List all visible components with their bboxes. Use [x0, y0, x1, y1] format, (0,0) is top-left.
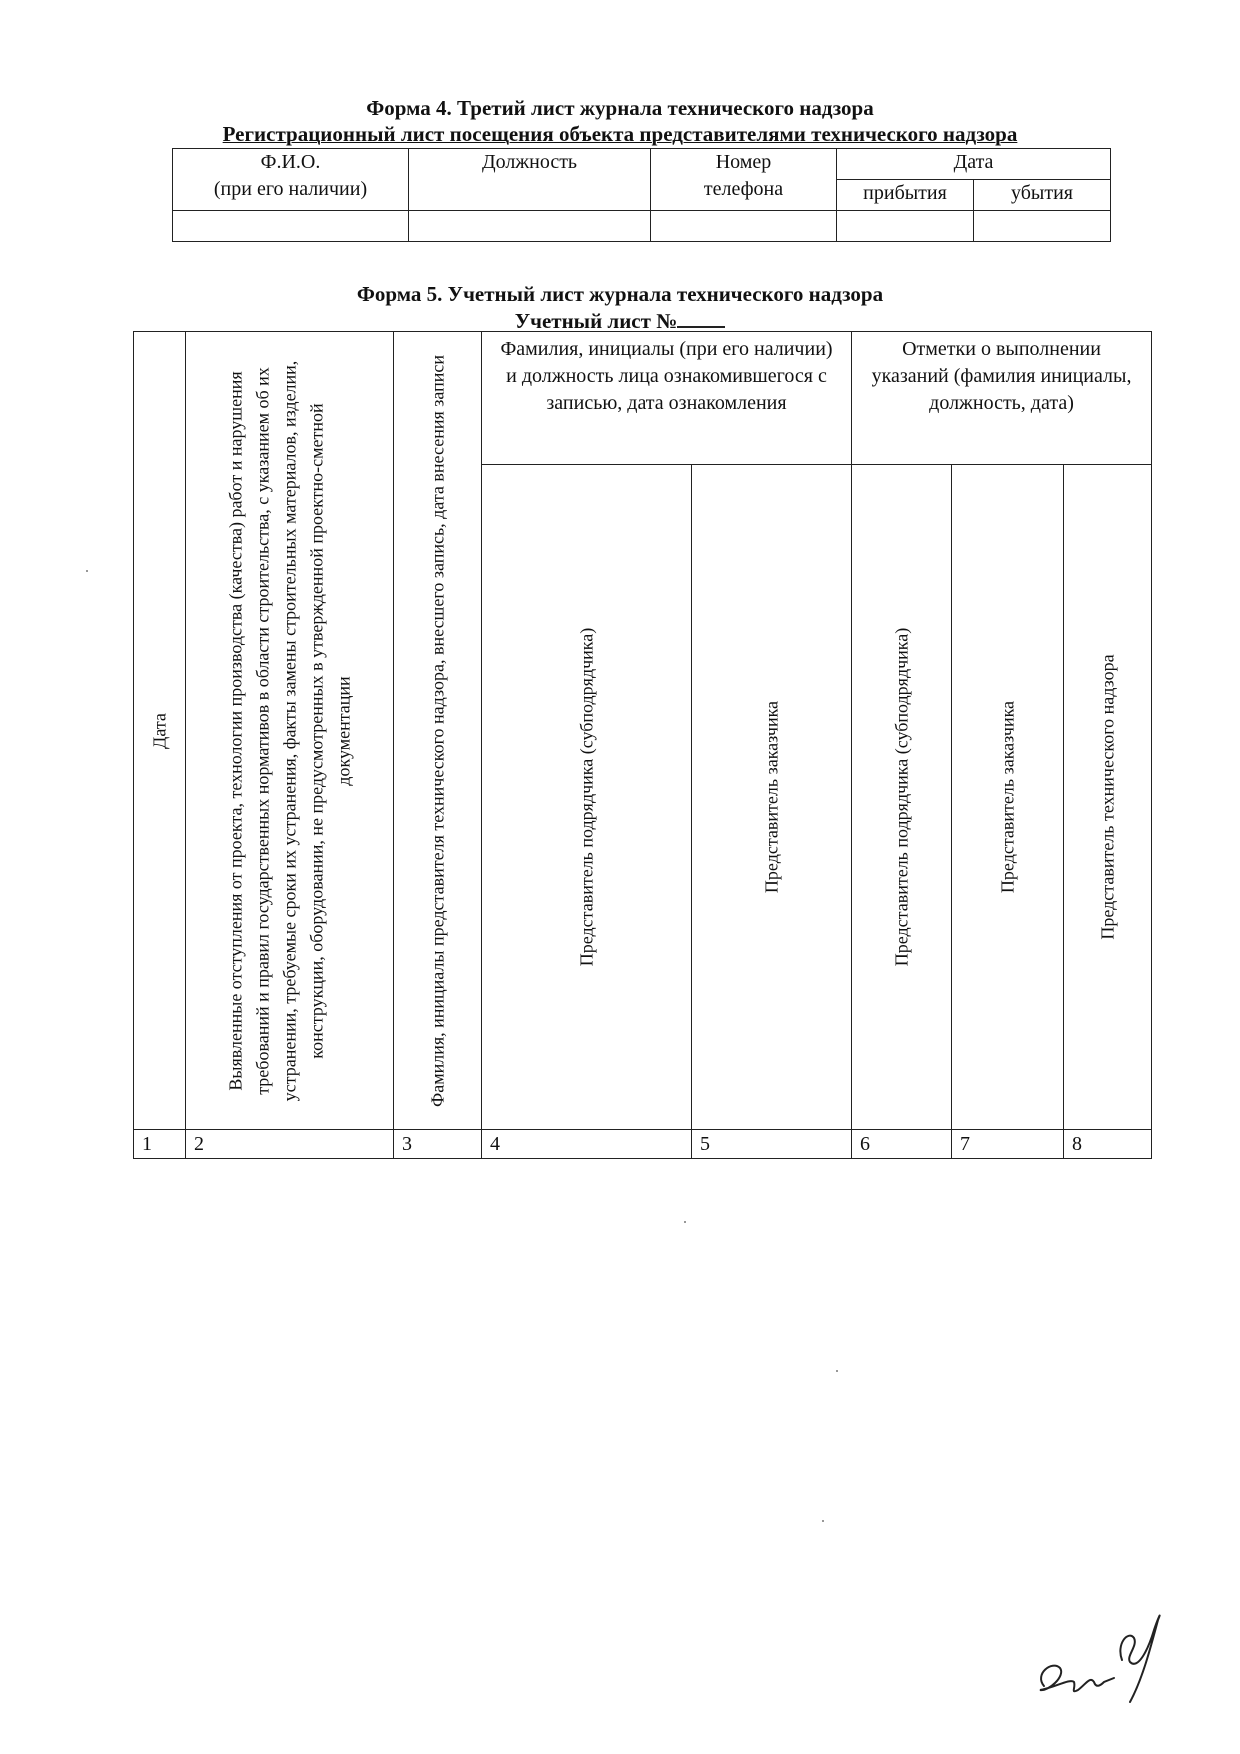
header-deviations-col	[186, 332, 394, 1130]
header-contractor-rep-2-text: Представитель подрядчика (субподрядчика)	[891, 627, 912, 967]
empty-cell-fio[interactable]	[173, 211, 409, 242]
column-number: 1	[134, 1130, 186, 1159]
column-number: 6	[852, 1130, 952, 1159]
empty-cell-phone[interactable]	[651, 211, 837, 242]
column-number: 2	[186, 1130, 394, 1159]
form4-subtitle: Регистрационный лист посещения объекта представителями технического надзора	[222, 122, 1018, 146]
scan-speck	[684, 1221, 686, 1223]
column-number: 4	[482, 1130, 692, 1159]
handwritten-signature	[1030, 1590, 1180, 1710]
form5-record-table	[133, 331, 1152, 1159]
column-number: 5	[692, 1130, 852, 1159]
header-fio-line1: Ф.И.О.	[260, 151, 321, 173]
header-fio	[173, 149, 409, 211]
header-date: Дата	[837, 149, 1111, 180]
header-contractor-rep-2	[852, 465, 952, 1130]
form5-subtitle-row	[0, 308, 1240, 333]
header-contractor-rep-1	[482, 465, 692, 1130]
header-position: Должность	[409, 149, 651, 211]
scan-speck	[86, 570, 88, 572]
header-departure: убытия	[974, 180, 1111, 211]
header-execution-group: Отметки о выполнении указаний (фамилия инициалы, должность, дата)	[852, 332, 1152, 465]
header-customer-rep-1-text: Представитель заказчика	[761, 700, 781, 894]
header-arrival: прибытия	[837, 180, 974, 211]
empty-cell-departure[interactable]	[974, 211, 1111, 242]
empty-cell-arrival[interactable]	[837, 211, 974, 242]
header-supervisor-col	[394, 332, 482, 1130]
form4-registration-table	[172, 148, 1111, 242]
header-tech-supervision-rep-text: Представитель технического надзора	[1097, 654, 1118, 940]
header-customer-rep-2-text: Представитель заказчика	[997, 700, 1018, 894]
header-phone-line2: телефона	[703, 178, 784, 200]
header-customer-rep-1	[692, 465, 852, 1130]
column-number: 3	[394, 1130, 482, 1159]
header-supervisor-text: Фамилия, инициалы представителя технического надзора, внесшего запись, дата внесения записи	[427, 354, 447, 1107]
sheet-number-blank[interactable]	[677, 308, 725, 328]
header-acquainted-group: Фамилия, инициалы (при его наличии) и должность лица ознакомившегося с записью, дата ознакомления	[482, 332, 852, 465]
header-date-text: Дата	[149, 712, 169, 749]
scan-speck	[836, 1370, 838, 1372]
header-phone-line1: Номер	[715, 151, 772, 173]
column-number: 8	[1064, 1130, 1152, 1159]
header-date-col	[134, 332, 186, 1130]
header-contractor-rep-1-text: Представитель подрядчика (субподрядчика)	[576, 627, 596, 967]
column-number: 7	[952, 1130, 1064, 1159]
header-phone	[651, 149, 837, 211]
header-fio-line2: (при его наличии)	[213, 178, 368, 200]
header-tech-supervision-rep	[1064, 465, 1152, 1130]
empty-cell-position[interactable]	[409, 211, 651, 242]
scan-speck	[822, 1520, 824, 1522]
form5-subtitle: Учетный лист №	[514, 309, 678, 333]
header-deviations-text: Выявленные отступления от проекта, технологии производства (качества) работ и нарушения требований и правил государственных нормативов в области строительства, с указанием об их устранении, требуемые сроки их устранения, факты замены строительных материалов, изделии, конструкции, оборудовании, не предусмотренных в утвержденной проектно-сметной документации	[225, 360, 353, 1101]
form5-title: Форма 5. Учетный лист журнала технического надзора	[356, 282, 884, 306]
form4-title: Форма 4. Третий лист журнала технического надзора	[366, 96, 874, 120]
header-customer-rep-2	[952, 465, 1064, 1130]
